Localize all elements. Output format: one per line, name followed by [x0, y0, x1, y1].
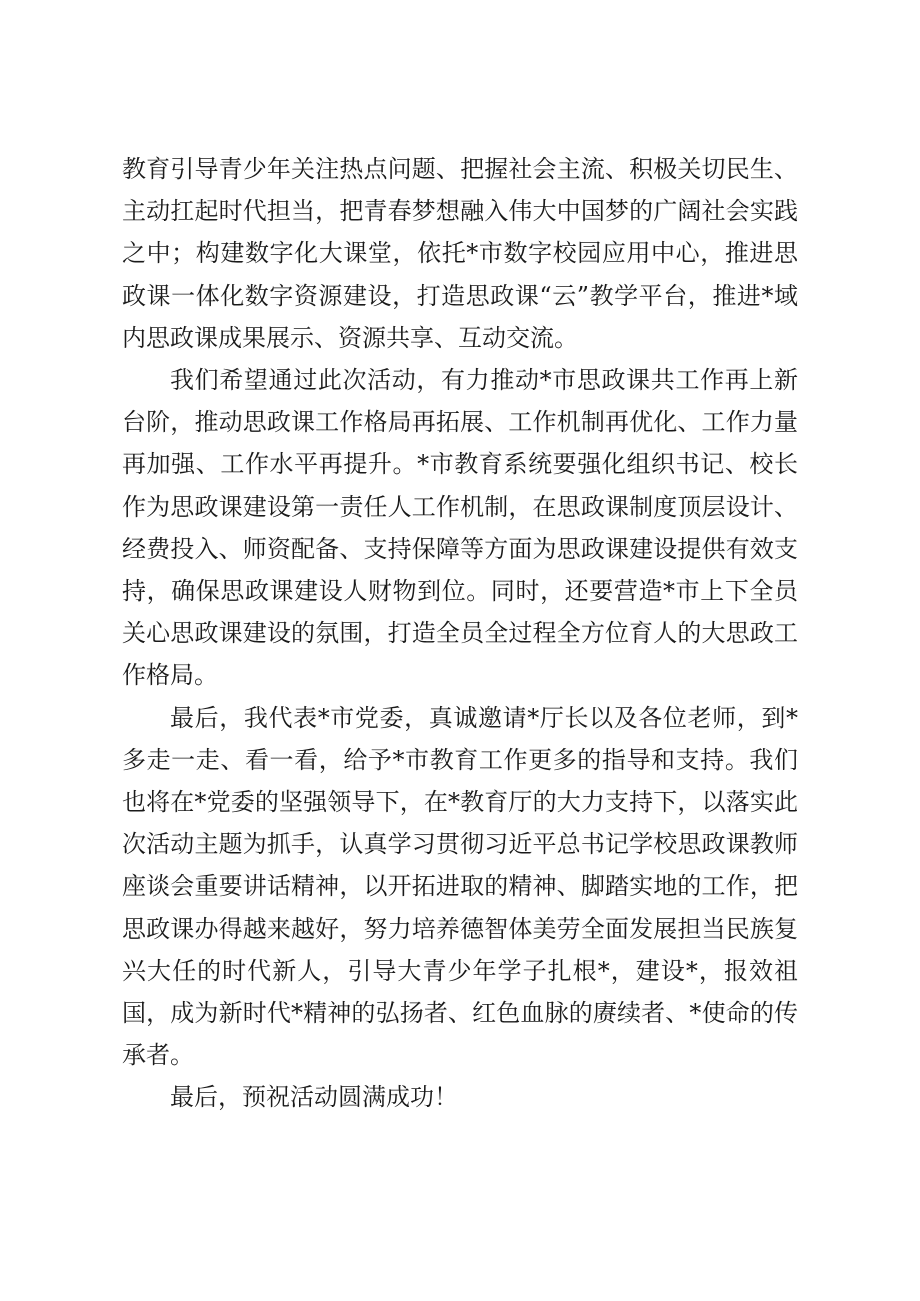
paragraph-closing: 最后，预祝活动圆满成功！	[170, 1083, 458, 1112]
paragraph-continuation: 教育引导青少年关注热点问题、把握社会主流、积极关切民生、主动扛起时代担当，把青春梦想融入伟大中国梦的广阔社会实践之中；构建数字化大课堂，依托*市数字校园应用中心，推进思政课一体化数字资源建设，打造思政课“云”教学平台，推进*域内思政课成果展示、资源共享、互动交流。	[122, 155, 798, 352]
document-body	[122, 148, 798, 1119]
paragraph-hope: 我们希望通过此次活动，有力推动*市思政课共工作再上新台阶，推动思政课工作格局再拓展、工作机制再优化、工作力量再加强、工作水平再提升。*市教育系统要强化组织书记、校长作为思政课建设第一责任人工作机制，在思政课制度顶层设计、经费投入、师资配备、支持保障等方面为思政课建设提供有效支持，确保思政课建设人财物到位。同时，还要营造*市上下全员关心思政课建设的氛围，打造全员全过程全方位育人的大思政工作格局。	[122, 366, 798, 690]
paragraph-invitation: 最后，我代表*市党委，真诚邀请*厅长以及各位老师，到*多走一走、看一看，给予*市教育工作更多的指导和支持。我们也将在*党委的坚强领导下，在*教育厅的大力支持下，以落实此次活动主题为抓手，认真学习贯彻习近平总书记学校思政课教师座谈会重要讲话精神，以开拓进取的精神、脚踏实地的工作，把思政课办得越来越好，努力培养德智体美劳全面发展担当民族复兴大任的时代新人，引导大青少年学子扎根*，建设*，报效祖国，成为新时代*精神的弘扬者、红色血脉的赓续者、*使命的传承者。	[122, 703, 798, 1070]
